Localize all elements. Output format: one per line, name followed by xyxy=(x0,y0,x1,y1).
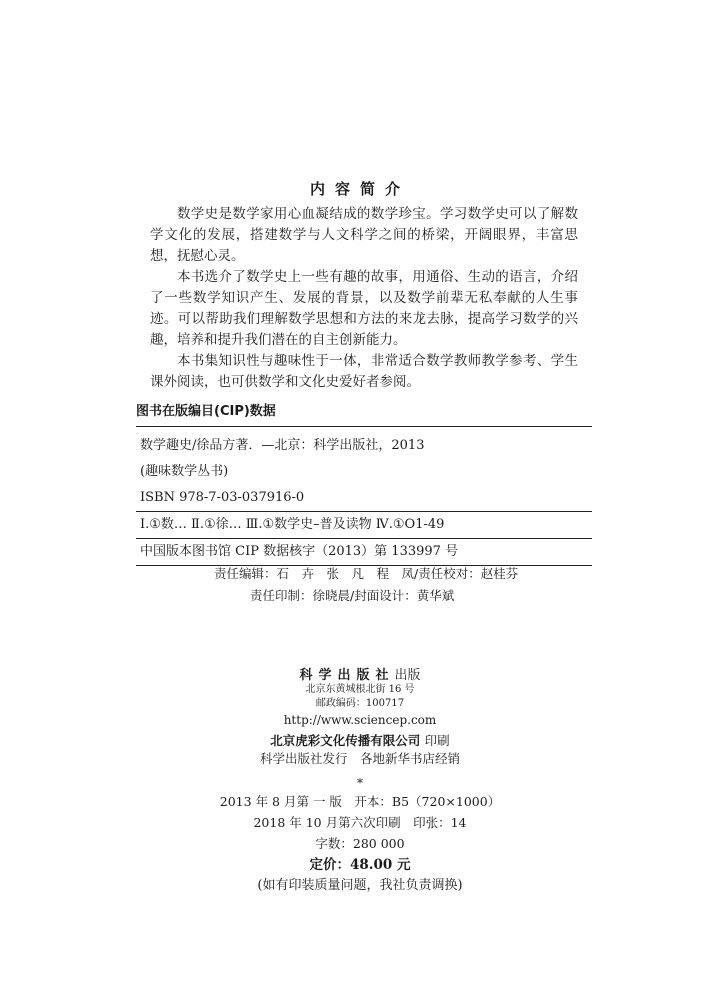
printer-line xyxy=(0,731,720,749)
price: 定价：48.00 元 xyxy=(309,857,411,873)
word-count: 字数：280 000 xyxy=(315,836,405,851)
summary-body xyxy=(150,204,578,393)
cip-isbn-line: ISBN 978-7-03-037916-0 xyxy=(136,485,592,512)
summary-paragraph-1: 数学史是数学家用心血凝结成的数学珍宝。学习数学史可以了解数学文化的发展，搭建数学与人文科学之间的桥梁，开阔眼界，丰富思想，抚慰心灵。 xyxy=(150,206,578,264)
cip-heading: 图书在版编目(CIP)数据 xyxy=(136,400,592,427)
publisher-name: 科学出版社 xyxy=(299,668,395,683)
publisher-suffix: 出版 xyxy=(394,668,421,683)
summary-paragraph-3: 本书集知识性与趣味性于一体，非常适合数学教师教学参考、学生课外阅读，也可供数学和文化史爱好者参阅。 xyxy=(150,353,578,390)
summary-title: 内容简介 xyxy=(309,180,410,198)
publisher-address: 北京东黄城根北街 16 号 xyxy=(305,684,415,695)
quality-note: (如有印装质量问题，我社负责调换) xyxy=(257,878,463,893)
printer-name: 北京虎彩文化传播有限公司 xyxy=(270,733,421,748)
publisher-postcode: 邮政编码：100717 xyxy=(315,698,405,709)
imprint-block xyxy=(0,664,720,896)
edition-line-1: 2013 年 8 月第 一 版 开本：B5（720×1000） xyxy=(219,794,501,809)
cip-title-line: 数学趣史/徐品方著．—北京：科学出版社，2013 xyxy=(140,438,425,453)
staff-editors: 责任编辑：石 卉 张 凡 程 凤/责任校对：赵桂芬 xyxy=(214,566,519,581)
printer-suffix: 印刷 xyxy=(424,733,450,748)
cip-record-number-line: 中国版本图书馆 CIP 数据核字（2013）第 133997 号 xyxy=(136,539,592,566)
summary-paragraph-2: 本书选介了数学史上一些有趣的故事，用通俗、生动的语言，介绍了一些数学知识产生、发展的背景，以及数学前辈无私奉献的人生事迹。可以帮助我们理解数学思想和方法的来龙去脉，提高学习数学的兴趣，培养和提升我们潜在的自主创新能力。 xyxy=(150,269,578,348)
staff-production: 责任印制：徐晓晨/封面设计：黄华斌 xyxy=(250,588,455,603)
cip-series-line: (趣味数学丛书) xyxy=(140,464,229,479)
separator-star: * xyxy=(357,776,363,790)
cip-classification-line: Ⅰ.①数… Ⅱ.①徐… Ⅲ.①数学史–普及读物 Ⅳ.①O1-49 xyxy=(136,512,592,539)
edition-line-2: 2018 年 10 月第六次印刷 印张：14 xyxy=(253,815,467,830)
publisher-website: http://www.sciencep.com xyxy=(283,713,437,727)
distribution-line: 科学出版社发行 各地新华书店经销 xyxy=(259,751,460,766)
cip-block xyxy=(136,400,592,566)
publisher-line xyxy=(0,664,720,683)
